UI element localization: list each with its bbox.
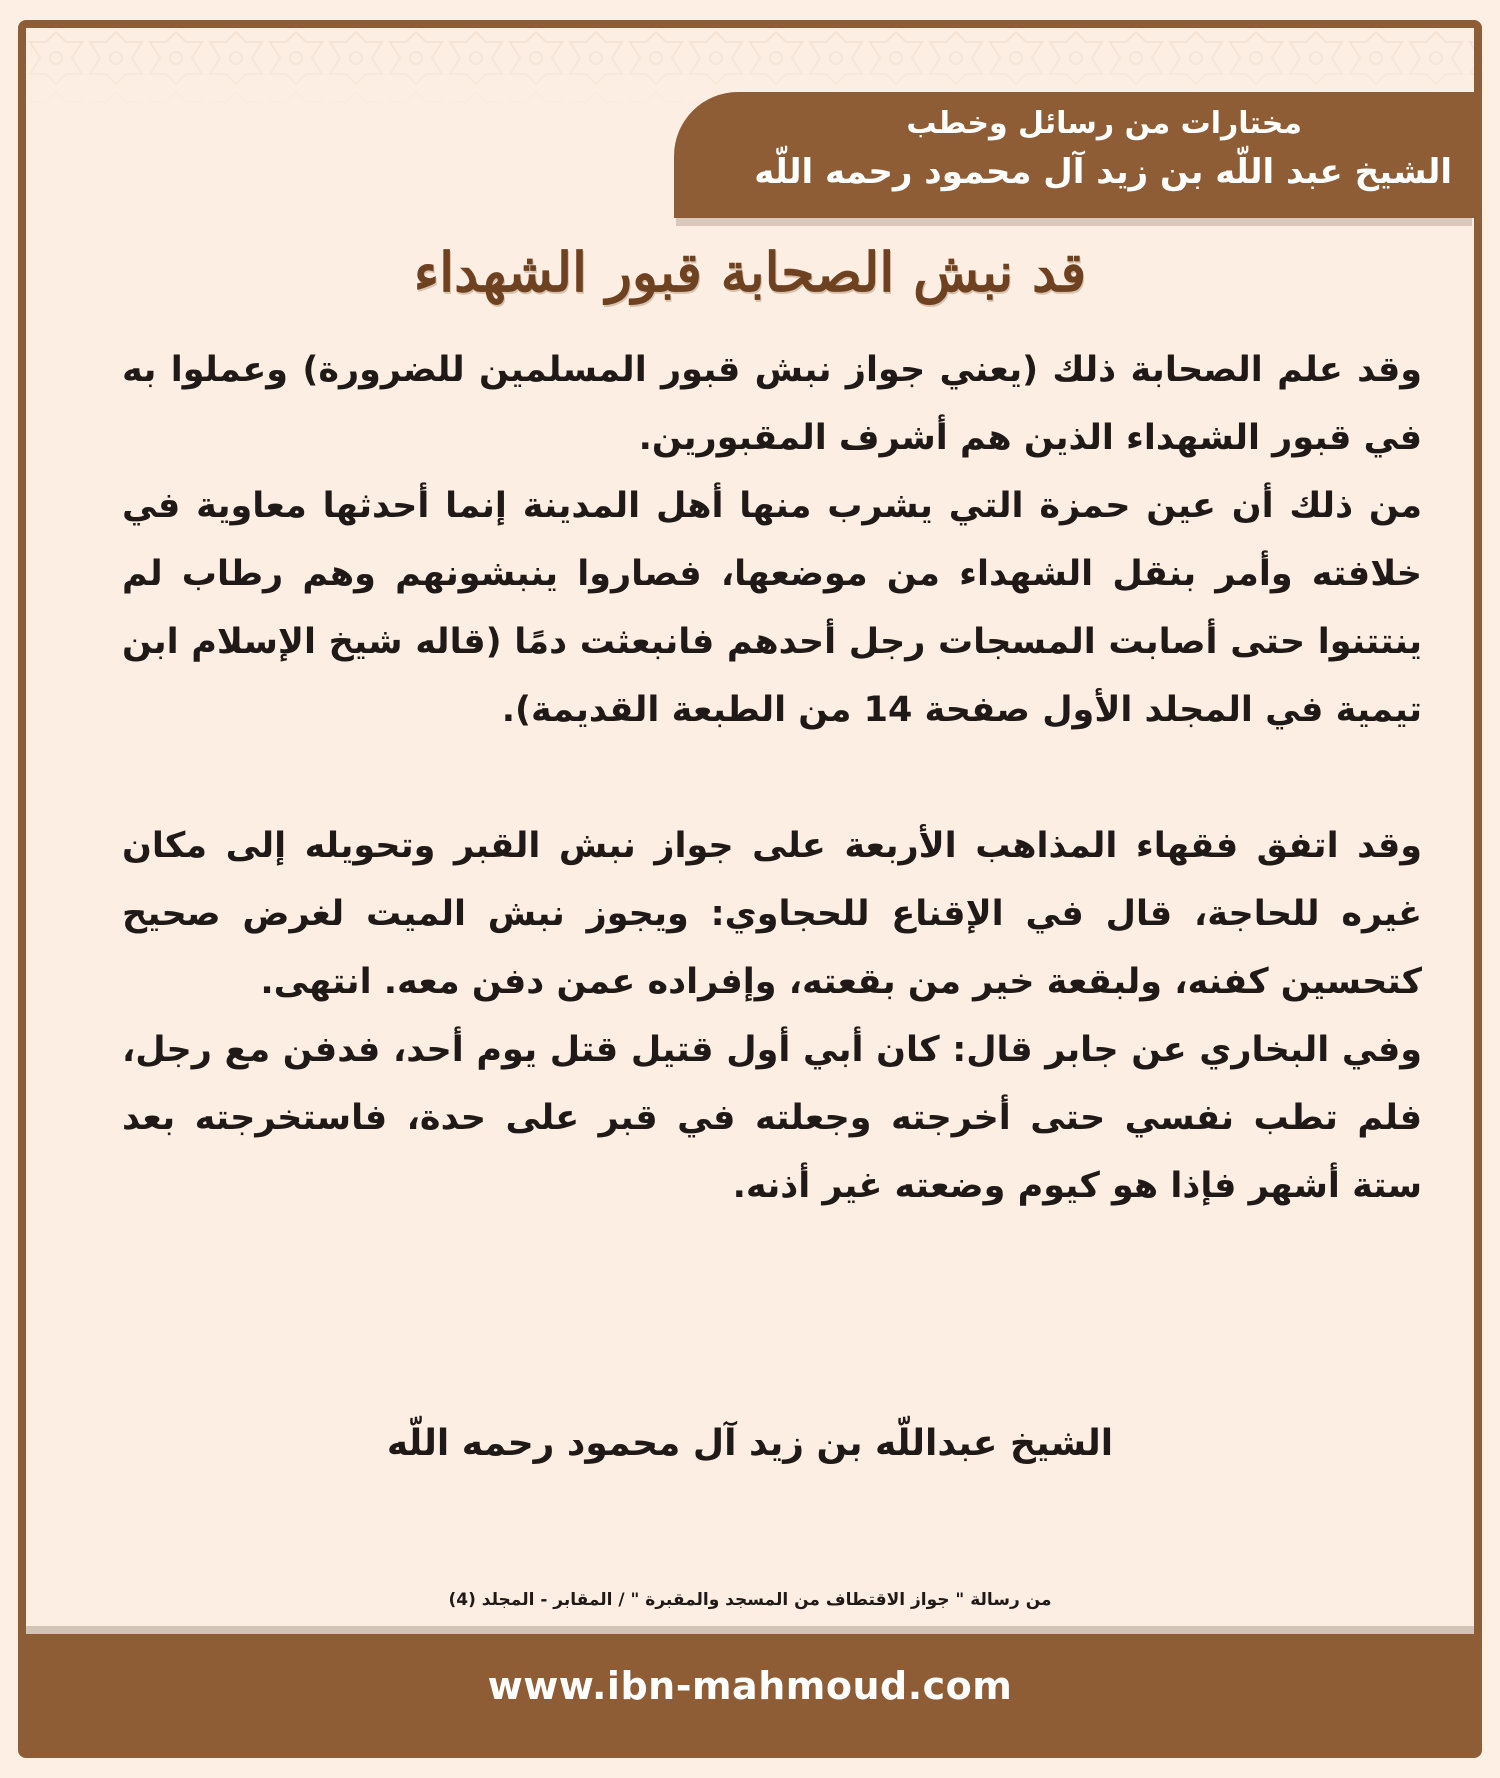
page-frame [18, 20, 1482, 1758]
paragraph-gap [122, 744, 1422, 812]
paragraph-4: وفي البخاري عن جابر قال: كان أبي أول قتيل قتل يوم أحد، فدفن مع رجل، فلم تطب نفسي حتى أخرجته وجعلته في قبر على حدة، فاستخرجته بعد ستة أشهر فإذا هو كيوم وضعته غير أذنه. [122, 1030, 1422, 1206]
website-link[interactable]: www.ibn-mahmoud.com [487, 1664, 1013, 1708]
paragraph-2: من ذلك أن عين حمزة التي يشرب منها أهل المدينة إنما أحدثها معاوية في خلافته وأمر بنقل الشهداء من موضعها، فصاروا ينبشونهم وهم رطاب لم ينتتنوا حتى أصابت المسجات رجل أحدهم فانبعثت دمًا (قاله شيخ الإسلام ابن تيمية في المجلد الأول صفحة 14 من الطبعة القديمة). [122, 486, 1422, 730]
source-note: من رسالة " جواز الاقتطاف من المسجد والمقبرة " / المقابر - المجلد (4) [448, 1590, 1052, 1610]
header-series-title: مختارات من رسائل وخطب [906, 106, 1302, 141]
paragraph-1: وقد علم الصحابة ذلك (يعني جواز نبش قبور المسلمين للضرورة) وعملوا به في قبور الشهداء الذين هم أشرف المقبورين. [122, 350, 1422, 458]
signature: الشيخ عبداللّه بن زيد آل محمود رحمه اللّه [386, 1423, 1114, 1464]
article-body [122, 336, 1422, 1220]
header-banner [674, 92, 1474, 218]
page-title: قد نبش الصحابة قبور الشهداء [413, 240, 1087, 304]
paragraph-3: وقد اتفق فقهاء المذاهب الأربعة على جواز نبش القبر وتحويله إلى مكان غيره للحاجة، قال في الإقناع للحجاوي: ويجوز نبش الميت لغرض صحيح كتحسين كفنه، ولبقعة خير من بقعته، وإفراده عمن دفن معه. انتهى. [122, 826, 1422, 1002]
header-author-name: الشيخ عبد اللّه بن زيد آل محمود رحمه اللّه [754, 152, 1452, 192]
footer-bar [26, 1634, 1474, 1750]
